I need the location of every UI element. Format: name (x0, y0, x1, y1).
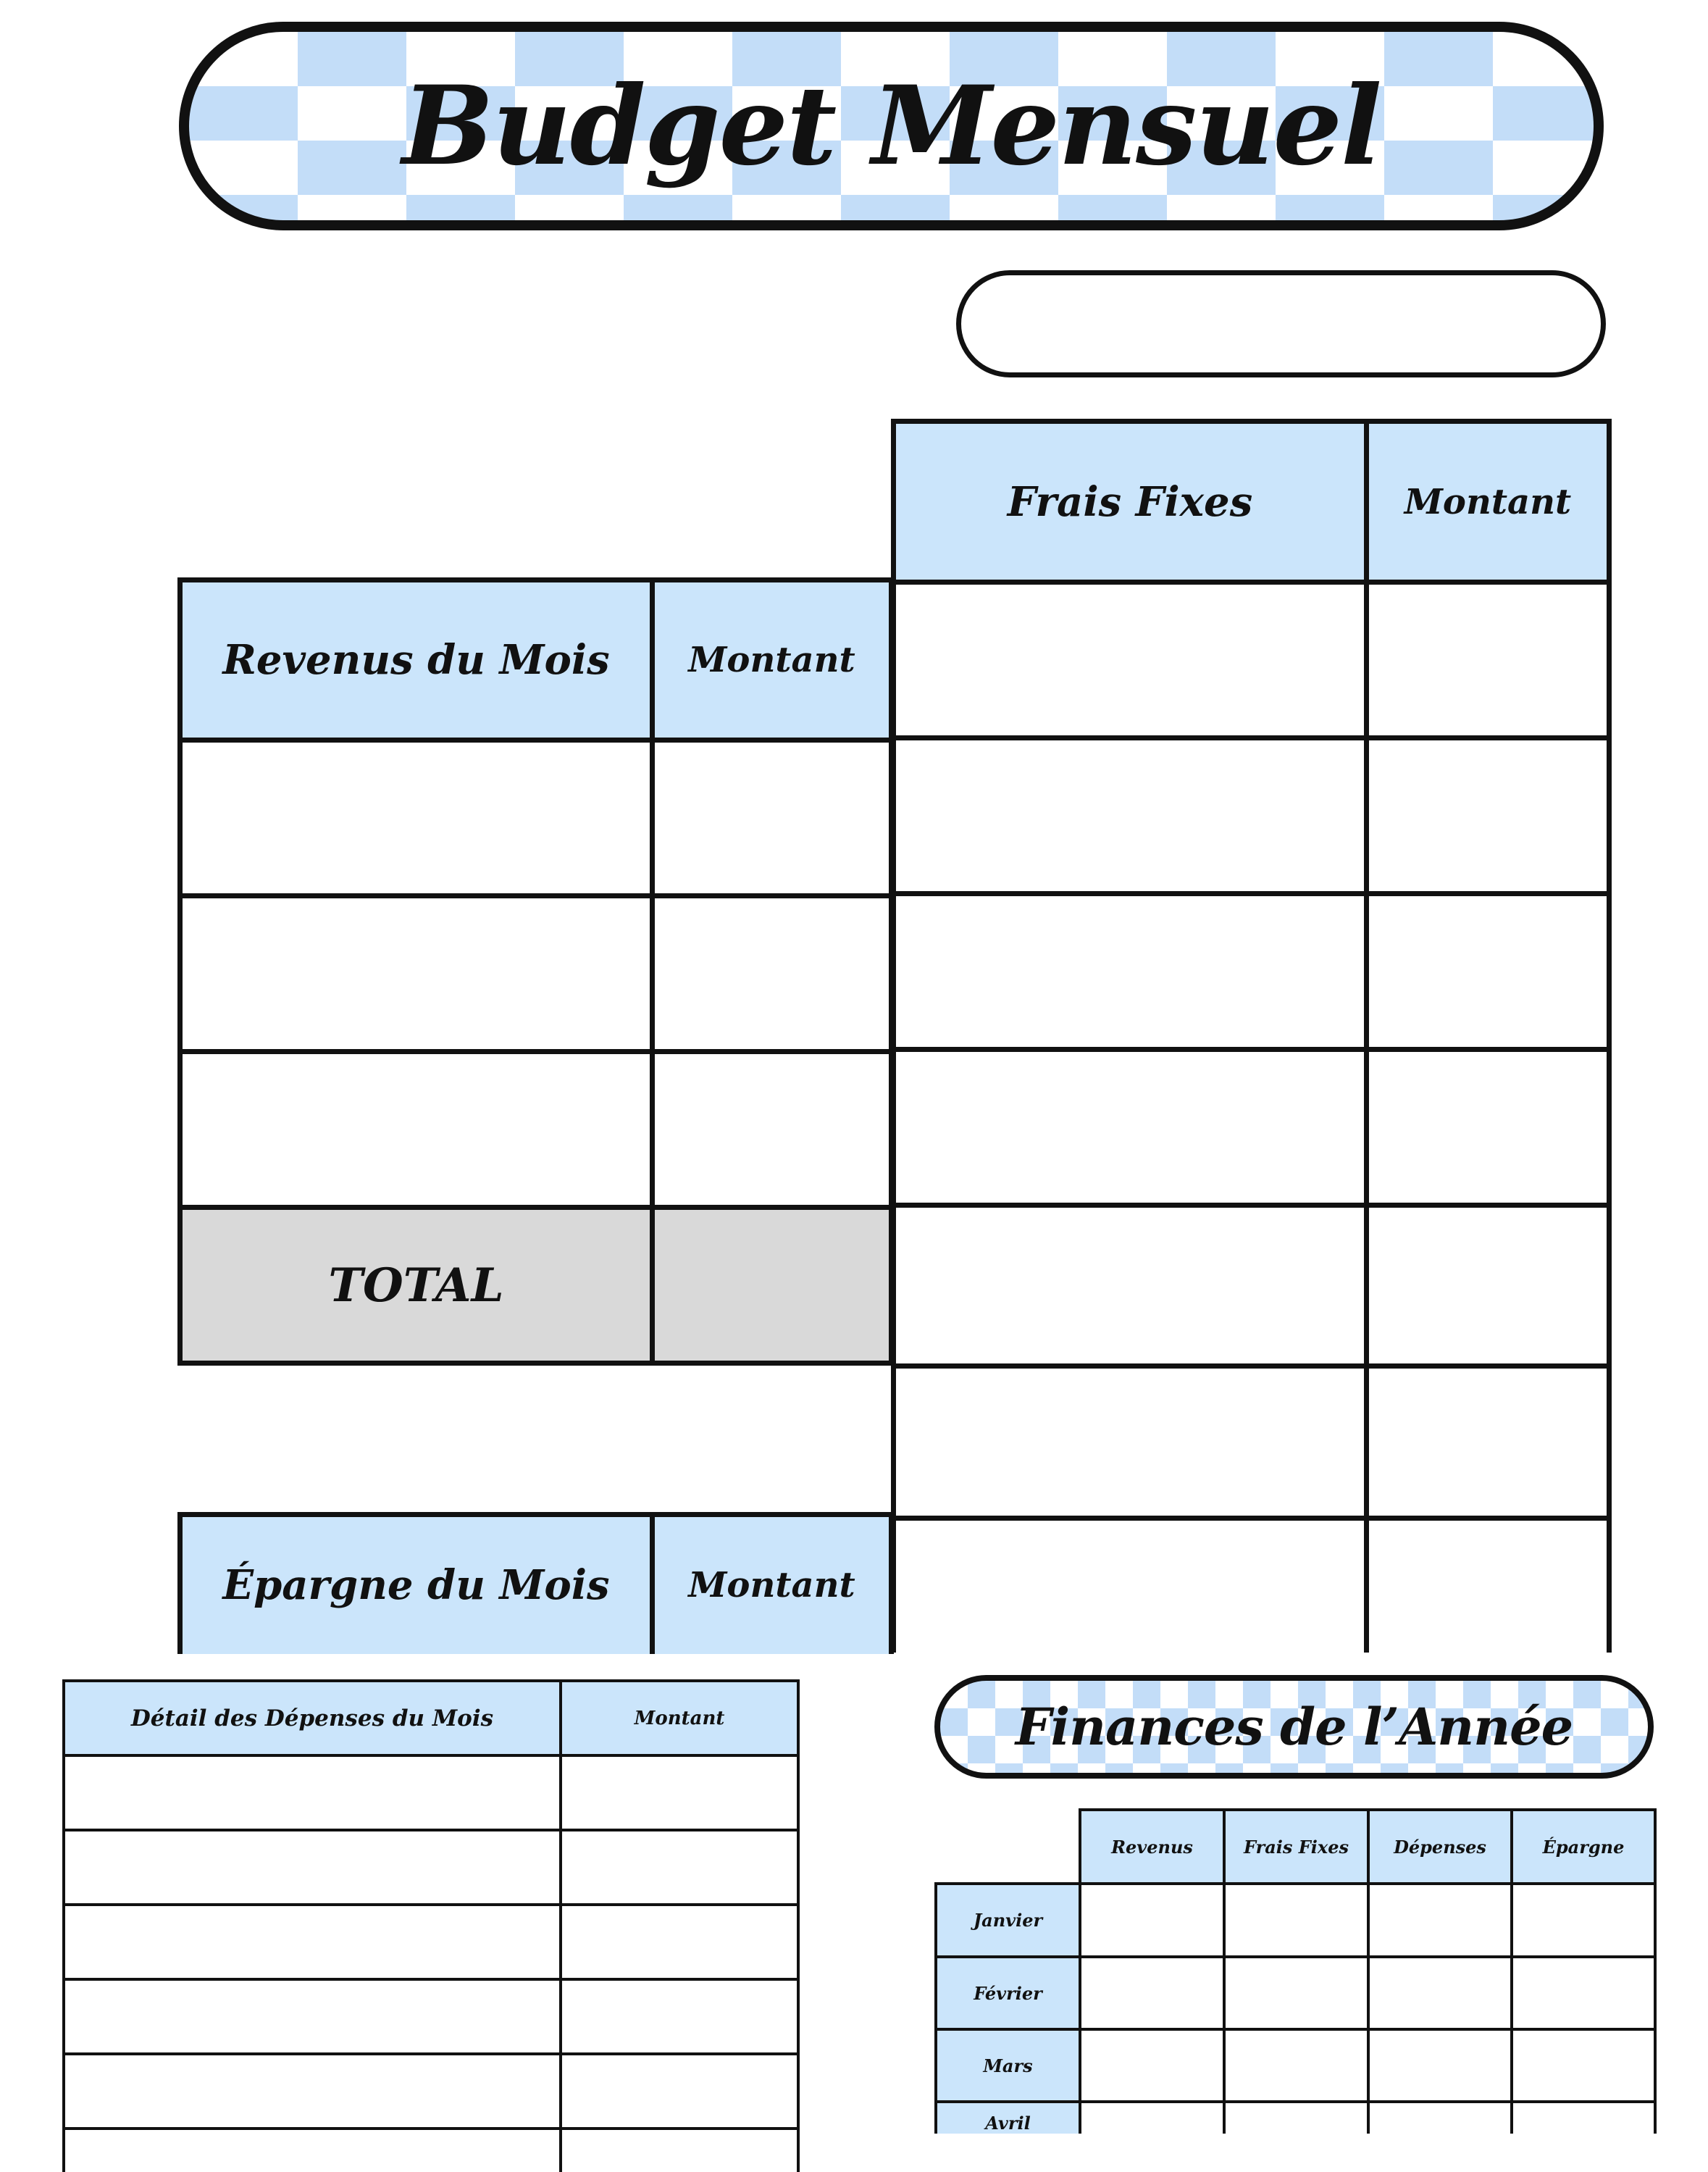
fixed-row-7-label[interactable] (894, 1519, 1367, 1653)
expense-row-5-label[interactable] (64, 2054, 561, 2129)
income-row-1-amount[interactable] (653, 740, 892, 896)
year-cell[interactable] (1080, 2029, 1224, 2102)
year-cell[interactable] (1080, 1884, 1224, 1957)
month-mars: Mars (936, 2029, 1080, 2102)
year-cell[interactable] (1080, 1957, 1224, 2029)
year-cell[interactable] (1368, 1957, 1512, 2029)
year-table-corner (936, 1810, 1080, 1884)
expense-row-3-label[interactable] (64, 1905, 561, 1979)
year-finances-title: Finances de l’Année (1015, 1697, 1573, 1757)
income-total-label: TOTAL (180, 1208, 653, 1363)
expense-row-1-amount[interactable] (561, 1755, 798, 1830)
expense-row-3-amount[interactable] (561, 1905, 798, 1979)
month-fevrier: Février (936, 1957, 1080, 2029)
month-janvier: Janvier (936, 1884, 1080, 1957)
fixed-row-3-label[interactable] (894, 894, 1367, 1050)
year-cell[interactable] (1512, 1957, 1655, 2029)
fixed-row-4-amount[interactable] (1367, 1050, 1609, 1206)
year-cell[interactable] (1224, 2102, 1368, 2134)
year-cell[interactable] (1368, 1884, 1512, 1957)
expense-row-4-label[interactable] (64, 1979, 561, 2054)
savings-table (177, 1512, 894, 1654)
year-col-epargne: Épargne (1512, 1810, 1655, 1884)
savings-amount-header: Montant (653, 1515, 892, 1654)
year-cell[interactable] (1368, 2029, 1512, 2102)
fixed-amount-header: Montant (1367, 422, 1609, 582)
year-col-revenus: Revenus (1080, 1810, 1224, 1884)
income-header: Revenus du Mois (180, 580, 653, 740)
income-row-3-label[interactable] (180, 1052, 653, 1208)
year-cell[interactable] (1512, 2102, 1655, 2134)
title-banner (179, 22, 1604, 230)
expenses-table (62, 1679, 800, 2172)
month-avril: Avril (936, 2102, 1080, 2134)
fixed-row-3-amount[interactable] (1367, 894, 1609, 1050)
expenses-header: Détail des Dépenses du Mois (64, 1681, 561, 1755)
year-cell[interactable] (1224, 1884, 1368, 1957)
year-cell[interactable] (1080, 2102, 1224, 2134)
expense-row-2-label[interactable] (64, 1830, 561, 1905)
fixed-row-5-amount[interactable] (1367, 1206, 1609, 1366)
expenses-amount-header: Montant (561, 1681, 798, 1755)
fixed-row-5-label[interactable] (894, 1206, 1367, 1366)
income-total-amount[interactable] (653, 1208, 892, 1363)
expense-row-1-label[interactable] (64, 1755, 561, 1830)
year-cell[interactable] (1224, 2029, 1368, 2102)
year-col-depenses: Dépenses (1368, 1810, 1512, 1884)
fixed-costs-header: Frais Fixes (894, 422, 1367, 582)
month-name-field[interactable] (956, 270, 1606, 377)
savings-header: Épargne du Mois (180, 1515, 653, 1654)
year-cell[interactable] (1368, 2102, 1512, 2134)
income-row-2-amount[interactable] (653, 896, 892, 1052)
income-table (177, 577, 894, 1366)
income-amount-header: Montant (653, 580, 892, 740)
fixed-row-2-amount[interactable] (1367, 738, 1609, 894)
expense-row-5-amount[interactable] (561, 2054, 798, 2129)
year-cell[interactable] (1512, 2029, 1655, 2102)
fixed-row-1-amount[interactable] (1367, 582, 1609, 738)
fixed-row-6-amount[interactable] (1367, 1366, 1609, 1519)
fixed-costs-table (891, 419, 1612, 1653)
year-finances-table (934, 1808, 1657, 2134)
page-title: Budget Mensuel (401, 62, 1381, 190)
year-finances-banner (934, 1675, 1654, 1779)
expense-row-4-amount[interactable] (561, 1979, 798, 2054)
fixed-row-7-amount[interactable] (1367, 1519, 1609, 1653)
fixed-row-6-label[interactable] (894, 1366, 1367, 1519)
year-col-frais-fixes: Frais Fixes (1224, 1810, 1368, 1884)
fixed-row-1-label[interactable] (894, 582, 1367, 738)
year-cell[interactable] (1224, 1957, 1368, 2029)
income-row-1-label[interactable] (180, 740, 653, 896)
expense-row-6-amount[interactable] (561, 2129, 798, 2172)
expense-row-2-amount[interactable] (561, 1830, 798, 1905)
income-row-3-amount[interactable] (653, 1052, 892, 1208)
year-cell[interactable] (1512, 1884, 1655, 1957)
fixed-row-4-label[interactable] (894, 1050, 1367, 1206)
expense-row-6-label[interactable] (64, 2129, 561, 2172)
income-row-2-label[interactable] (180, 896, 653, 1052)
fixed-row-2-label[interactable] (894, 738, 1367, 894)
